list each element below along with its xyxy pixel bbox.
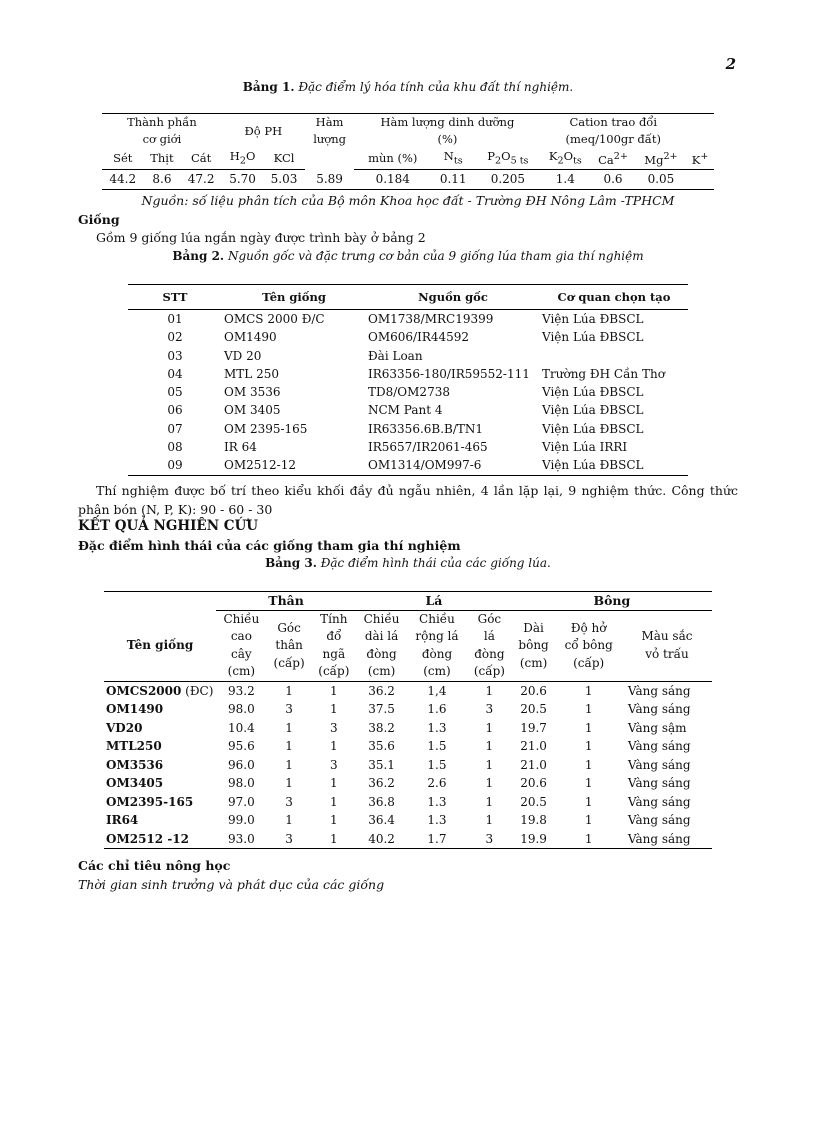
- table-row: [104, 681, 712, 700]
- col-header: Độ hở cổ bông (cấp): [555, 611, 621, 682]
- cell-value: 21.0: [520, 739, 547, 754]
- leaf-group-header: Lá: [356, 592, 512, 611]
- cell-value: 1,4: [427, 683, 447, 698]
- table1-source: Nguồn: số liệu phân tích của Bộ môn Khoa học đất - Trường ĐH Nông Lâm -TPHCM: [141, 193, 675, 208]
- cell-name: OM 3536: [224, 385, 281, 400]
- cell-value: 99.0: [228, 813, 255, 828]
- humus-header: Hàm lượng: [313, 115, 346, 146]
- cell-value: 3: [485, 702, 494, 717]
- cell-value: 3: [485, 831, 494, 846]
- cell-value: Vàng sáng: [627, 683, 691, 698]
- cell-variety-name: OM1490: [106, 702, 164, 717]
- cell-stt: 02: [167, 330, 183, 345]
- cell-value: 1: [485, 683, 494, 698]
- cell-value: 36.8: [368, 794, 395, 809]
- cell-variety-name: IR64: [106, 813, 139, 828]
- cell-value: 1: [584, 702, 593, 717]
- cell-value: Vàng sáng: [627, 739, 691, 754]
- header-co-quan: Cơ quan chọn tạo: [540, 285, 688, 310]
- cell-value: 1.5: [427, 739, 447, 754]
- cell-value: 21.0: [520, 757, 547, 772]
- table1-caption-text: Đặc điểm lý hóa tính của khu đất thí nghiệm.: [298, 80, 574, 94]
- table-row: [128, 438, 688, 456]
- giong-intro: Gồm 9 giống lúa ngắn ngày được trình bày ở bảng 2: [96, 230, 426, 245]
- cell-value: 1: [330, 739, 338, 754]
- table-row: 44.2 8.6 47.2 5.70 5.03 5.89 0.184 0.11 0.205 1.4 0.6 0.05: [109, 172, 675, 187]
- cell-value: 93.0: [228, 831, 255, 846]
- cell-value: 1: [330, 831, 338, 846]
- table-row: [128, 328, 688, 346]
- cell-value: 1: [485, 813, 494, 828]
- table-row: [104, 700, 712, 719]
- cell-value: 1: [330, 813, 338, 828]
- cell-origin: Đài Loan: [368, 348, 423, 363]
- nutrient-group-header: Hàm lượng dinh dưỡng (%): [380, 115, 515, 146]
- cell-value: 1: [584, 776, 593, 791]
- cell-value: 2.6: [427, 776, 447, 791]
- cell-value: Vàng sáng: [627, 776, 691, 791]
- table-row: [104, 793, 712, 812]
- cell-value: Vàng sáng: [627, 702, 691, 717]
- cell-origin: OM1738/MRC19399: [368, 312, 494, 326]
- soil-properties-table: [102, 113, 714, 190]
- cell-value: 97.0: [228, 794, 255, 809]
- col-n: $N_{ts}$: [431, 148, 475, 170]
- cell-value: 1: [285, 739, 293, 754]
- cell-variety-name: MTL250: [106, 739, 162, 754]
- cell-value: 1: [584, 794, 593, 809]
- cell-value: 3: [285, 794, 293, 809]
- cell-value: 98.0: [228, 702, 255, 717]
- table-row: [128, 310, 688, 329]
- col-header: Chiều dài lá đòng (cm): [356, 611, 407, 682]
- cell-value: 3: [330, 720, 338, 735]
- table-row: [128, 347, 688, 365]
- col-header: Dài bông (cm): [512, 611, 556, 682]
- cell-value: 1: [584, 813, 593, 828]
- col-header: Góc lá đòng (cấp): [467, 611, 512, 682]
- col-header: Màu sắc vỏ trấu: [622, 611, 712, 682]
- cell-value: 1: [485, 794, 494, 809]
- col-thit: Thịt: [143, 148, 180, 170]
- table-row: [128, 420, 688, 438]
- col-h2o: $H_2O$: [222, 148, 263, 170]
- table1-caption-label: Bảng 1.: [242, 80, 295, 94]
- cell-stt: 04: [167, 366, 183, 381]
- cell-name: VD 20: [224, 348, 262, 363]
- cell-value: 3: [330, 757, 338, 772]
- cell-stt: 03: [167, 348, 183, 363]
- table-row: [104, 737, 712, 756]
- header-nguon-goc: Nguồn gốc: [366, 285, 540, 310]
- morphology-table: [104, 591, 712, 849]
- cell-value: 19.7: [520, 720, 547, 735]
- cell-value: 38.2: [368, 720, 395, 735]
- col-kcl: KCl: [263, 148, 304, 170]
- cell-value: 98.0: [228, 776, 255, 791]
- cell-value: 1.5: [427, 757, 447, 772]
- cell-stt: 05: [167, 385, 183, 400]
- cell-value: 40.2: [368, 831, 395, 846]
- experiment-paragraph: Thí nghiệm được bố trí theo kiểu khối đầy đủ ngẫu nhiên, 4 lần lặp lại, 9 nghiệm thức. Công thức phân bón (N, P, K): 90 - 60 - 30: [78, 483, 738, 517]
- cell-value: 1: [485, 757, 494, 772]
- panicle-group-header: Bông: [512, 592, 712, 611]
- col-header: Chiều rộng lá đòng (cm): [407, 611, 467, 682]
- cell-agency: Viện Lúa ĐBSCL: [542, 403, 644, 418]
- section-giong-heading: Giống: [78, 212, 120, 227]
- cell-value: 1: [285, 683, 293, 698]
- cell-value: 1: [330, 702, 338, 717]
- cell-value: 1: [330, 794, 338, 809]
- cell-name: OM2512-12: [224, 458, 296, 473]
- cell-value: 3: [285, 702, 293, 717]
- col-header: Tính đổ ngã (cấp): [311, 611, 356, 682]
- table-row: [104, 811, 712, 830]
- cell-value: 20.6: [520, 776, 547, 791]
- cell-origin: IR5657/IR2061-465: [368, 440, 488, 455]
- cell-value: 1: [485, 776, 494, 791]
- cell-value: 3: [285, 831, 293, 846]
- cell-value: 1.3: [427, 720, 447, 735]
- cell-value: 1: [330, 776, 338, 791]
- cell-origin: TD8/OM2738: [368, 385, 450, 400]
- cell-value: 1.7: [427, 831, 447, 846]
- ph-group-header: Độ PH: [244, 123, 283, 138]
- cell-name: OMCS 2000 Đ/C: [224, 312, 325, 326]
- cell-variety-name: OM2512 -12: [106, 831, 189, 846]
- cell-value: 1: [584, 683, 593, 698]
- cell-value: 20.5: [520, 702, 547, 717]
- cell-value: 1: [285, 776, 293, 791]
- cell-value: Vàng sậm: [627, 720, 687, 735]
- cell-variety-name: OMCS2000 (ĐC): [106, 683, 214, 698]
- cell-stt: 08: [167, 440, 183, 455]
- cell-name: IR 64: [224, 440, 257, 455]
- cell-agency: Viện Lúa ĐBSCL: [542, 330, 644, 345]
- cell-value: 10.4: [228, 720, 255, 735]
- cell-origin: NCM Pant 4: [368, 403, 443, 418]
- cell-value: Vàng sáng: [627, 757, 691, 772]
- cell-variety-name: OM3536: [106, 757, 164, 772]
- cell-origin: OM1314/OM997-6: [368, 458, 482, 473]
- col-header: Chiều cao cây (cm): [216, 611, 267, 682]
- cell-value: 1.6: [427, 702, 447, 717]
- cell-value: 1: [584, 739, 593, 754]
- table3-caption: Bảng 3. Đặc điểm hình thái của các giống lúa.: [265, 556, 551, 570]
- table-row: [128, 383, 688, 401]
- cell-agency: Viện Lúa IRRI: [542, 440, 628, 455]
- cell-agency: Viện Lúa ĐBSCL: [542, 421, 644, 436]
- cell-value: 19.9: [520, 831, 547, 846]
- col-p2o5: $P_2O_{5 ts}$: [475, 148, 540, 170]
- cell-value: 20.6: [520, 683, 547, 698]
- header-stt: STT: [128, 285, 222, 310]
- cell-origin: IR63356-180/IR59552-111: [368, 366, 530, 381]
- cell-value: 1: [285, 720, 293, 735]
- cell-agency: [540, 347, 688, 365]
- table-row: [128, 456, 688, 475]
- cell-value: 36.2: [368, 776, 395, 791]
- page-number: 2: [725, 55, 736, 73]
- cell-value: 36.2: [368, 683, 395, 698]
- agronomy-heading: Các chỉ tiêu nông học: [78, 858, 231, 873]
- cell-value: 37.5: [368, 702, 395, 717]
- cell-agency: Trường ĐH Cần Thơ: [542, 366, 665, 381]
- cell-value: 36.4: [368, 813, 395, 828]
- cell-value: 1: [584, 831, 593, 846]
- cell-value: 1.3: [427, 794, 447, 809]
- cell-variety-name: VD20: [106, 720, 143, 735]
- cell-value: 1: [285, 813, 293, 828]
- cell-value: 1.3: [427, 813, 447, 828]
- cell-stt: 07: [167, 421, 183, 436]
- cell-value: 95.6: [228, 739, 255, 754]
- varieties-origin-table: [128, 284, 688, 476]
- header-ten-giong: Tên giống: [104, 611, 216, 682]
- cell-value: 1: [584, 720, 593, 735]
- col-k: K+: [686, 148, 714, 170]
- cell-value: 35.1: [368, 757, 395, 772]
- growth-subheading: Thời gian sinh trưởng và phát dục của các giống: [78, 877, 385, 892]
- cell-value: 1: [584, 757, 593, 772]
- cell-value: 20.5: [520, 794, 547, 809]
- cell-agency: Viện Lúa ĐBSCL: [542, 385, 644, 400]
- col-header: Góc thân (cấp): [267, 611, 312, 682]
- table2-caption: Bảng 2. Nguồn gốc và đặc trưng cơ bản của 9 giống lúa tham gia thí nghiệm: [172, 249, 644, 263]
- col-k2o: $K_2O_{ts}$: [540, 148, 590, 170]
- cell-stt: 01: [167, 312, 183, 326]
- table-row: [128, 401, 688, 419]
- cell-origin: IR63356.6B.B/TN1: [368, 421, 484, 436]
- table-row: [104, 719, 712, 738]
- cell-value: 1: [285, 757, 293, 772]
- header-ten-giong: Tên giống: [222, 285, 366, 310]
- cell-variety-name: OM2395-165: [106, 794, 194, 809]
- cell-stt: 06: [167, 403, 183, 418]
- morphology-heading: Đặc điểm hình thái của các giống tham gia thí nghiệm: [78, 538, 461, 553]
- cell-value: Vàng sáng: [627, 794, 691, 809]
- table-row: [128, 365, 688, 383]
- cell-origin: OM606/IR44592: [368, 330, 470, 345]
- cell-value: 1: [485, 739, 494, 754]
- table-row: [104, 774, 712, 793]
- stem-group-header: Thân: [216, 592, 356, 611]
- cell-value: 1: [485, 720, 494, 735]
- cell-value: 35.6: [368, 739, 395, 754]
- cell-stt: 09: [167, 458, 183, 473]
- table-row: [104, 830, 712, 849]
- cell-name: OM 2395-165: [224, 421, 308, 436]
- cell-value: 93.2: [228, 683, 255, 698]
- cell-value: Vàng sáng: [627, 813, 691, 828]
- cell-value: 96.0: [228, 757, 255, 772]
- col-humus-unit: mùn (%): [354, 148, 431, 170]
- col-mg: $Mg^{2+}$: [636, 148, 686, 170]
- table-row: [104, 756, 712, 775]
- cell-variety-name: OM3405: [106, 776, 164, 791]
- table1-caption: [0, 80, 816, 94]
- cell-agency: Viện Lúa ĐBSCL: [542, 312, 644, 326]
- col-set: Sét: [102, 148, 143, 170]
- cell-agency: Viện Lúa ĐBSCL: [542, 458, 644, 473]
- results-heading: KẾT QUẢ NGHIÊN CỨU: [78, 518, 259, 534]
- cell-name: OM1490: [224, 330, 277, 345]
- texture-group-header: Thành phần cơ giới: [127, 115, 197, 146]
- cation-group-header: Cation trao đổi (meq/100gr đất): [565, 115, 661, 146]
- cell-value: 19.8: [520, 813, 547, 828]
- col-ca: $Ca^{2+}$: [590, 148, 636, 170]
- cell-value: 1: [330, 683, 338, 698]
- cell-name: OM 3405: [224, 403, 281, 418]
- col-cat: Cát: [180, 148, 221, 170]
- cell-value: Vàng sáng: [627, 831, 691, 846]
- cell-name: MTL 250: [224, 366, 279, 381]
